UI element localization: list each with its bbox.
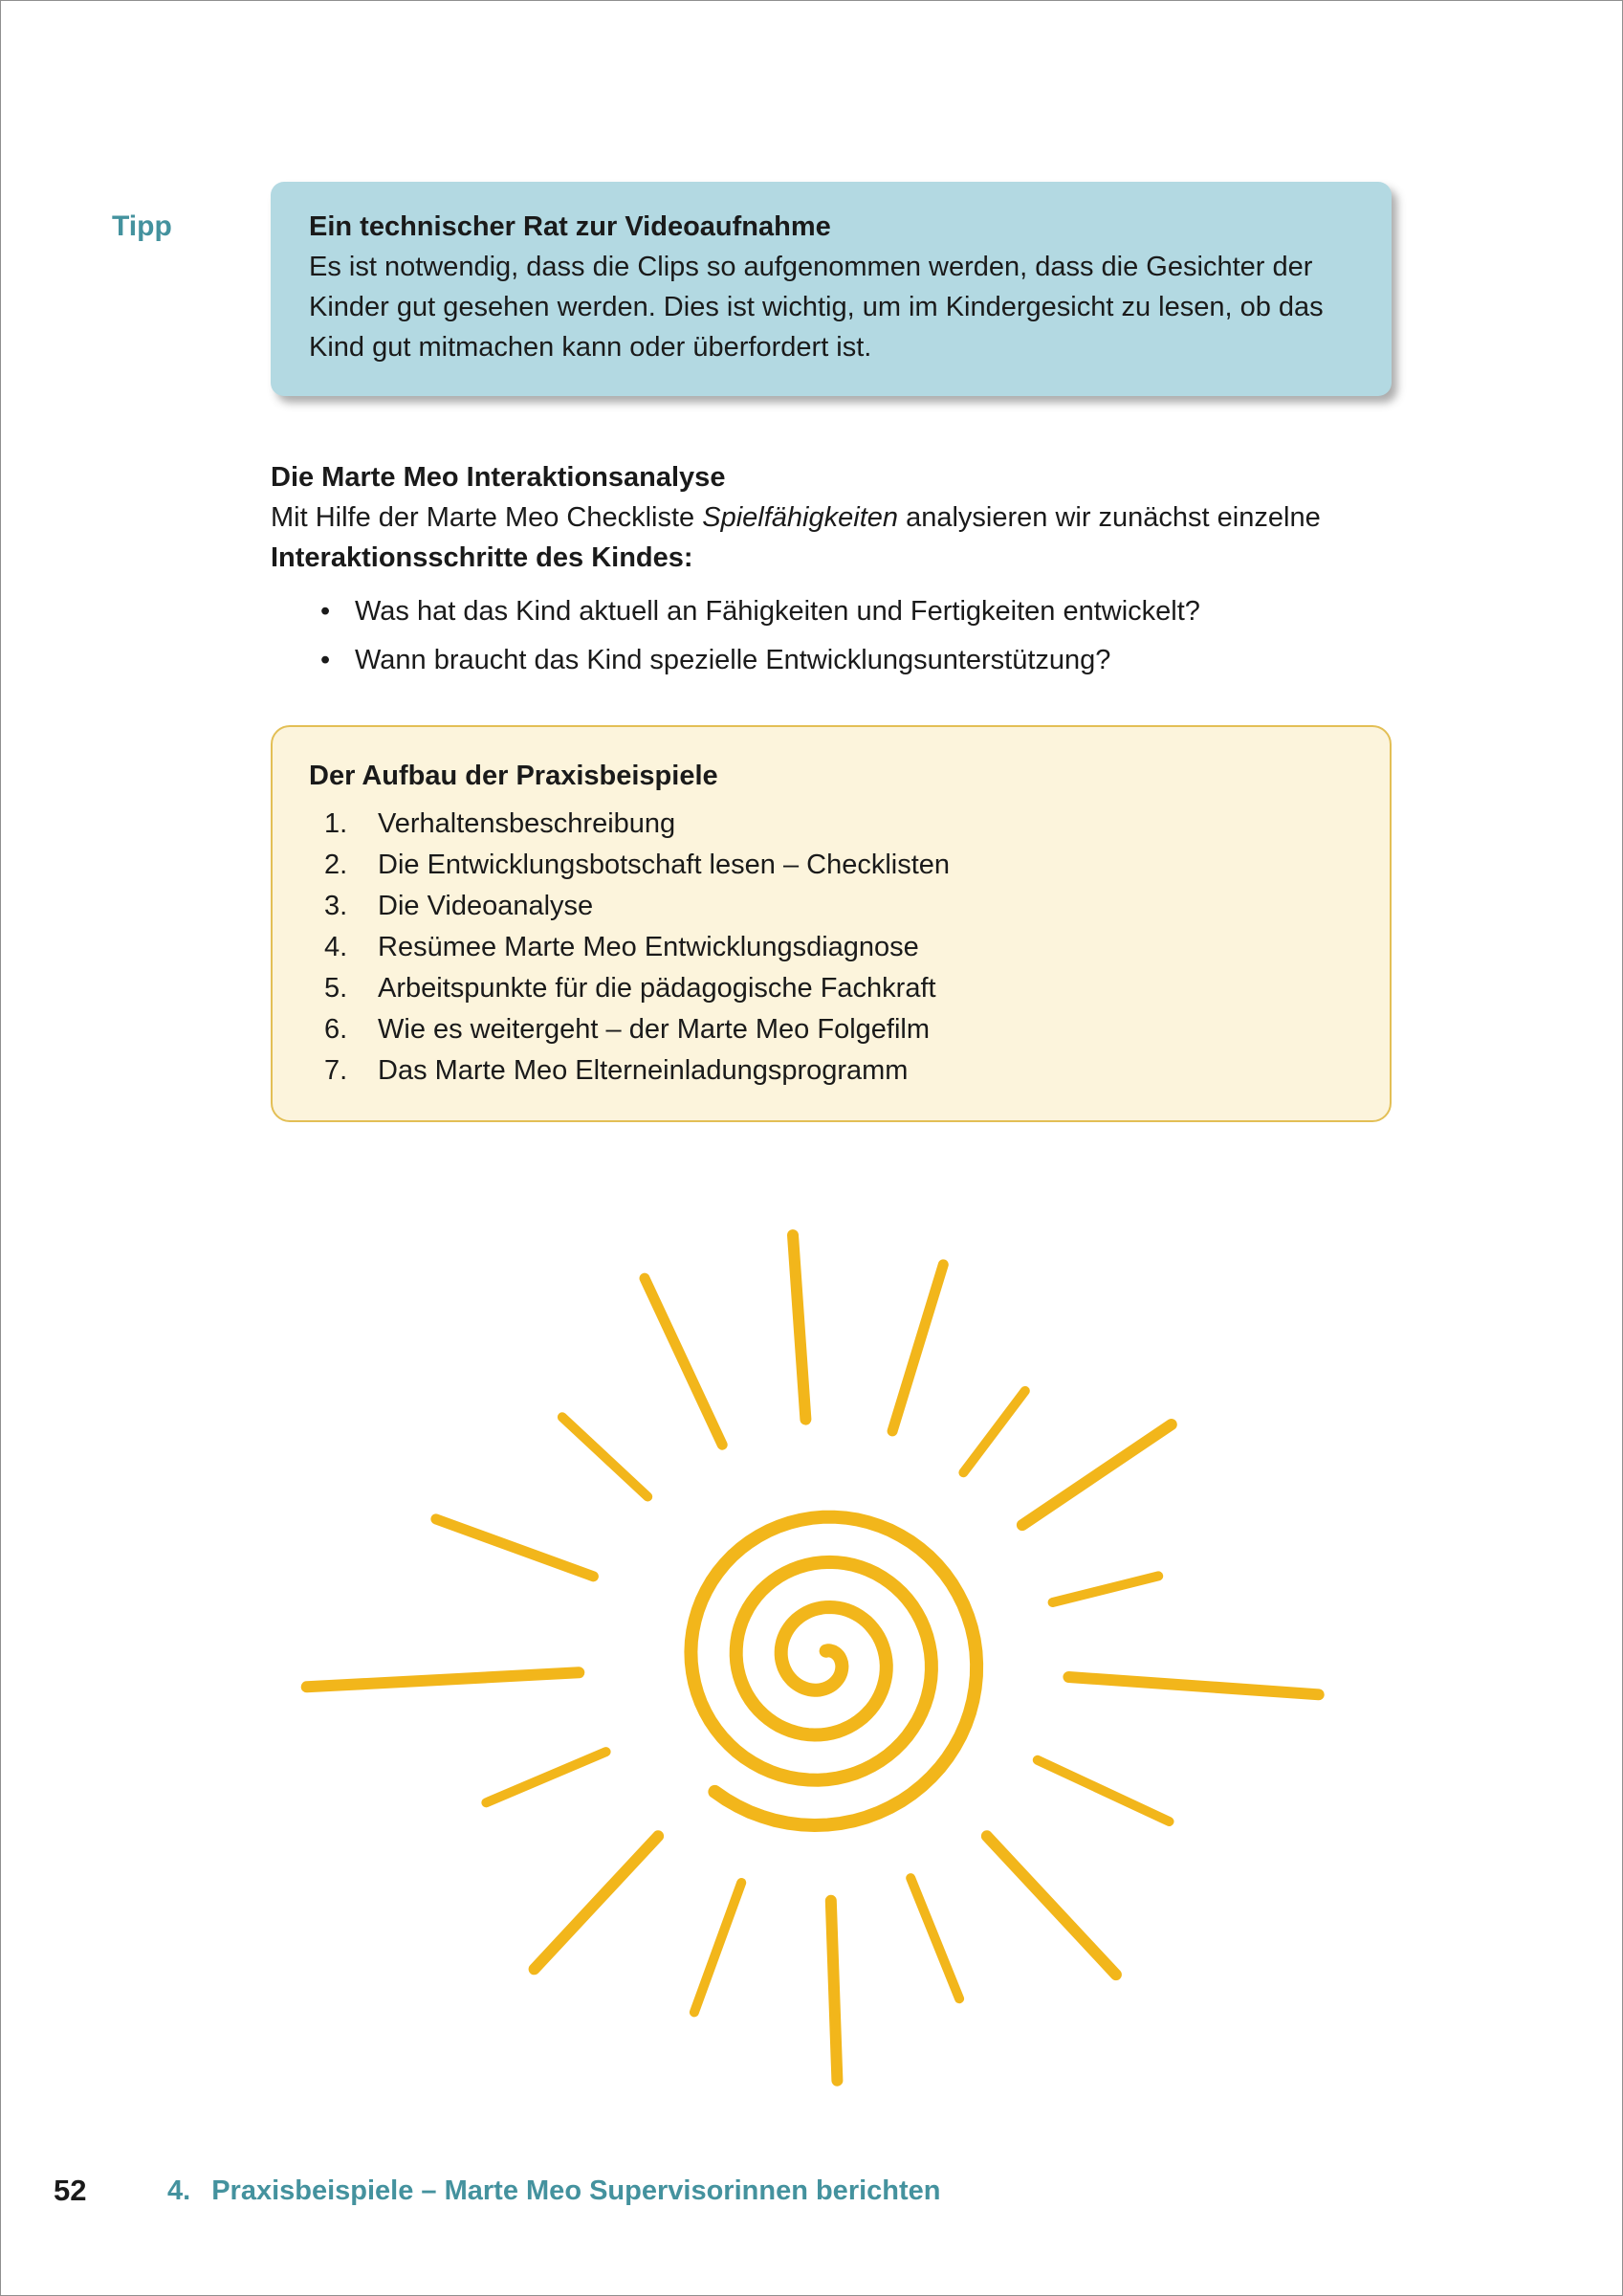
praxisbeispiele-title: Der Aufbau der Praxisbeispiele bbox=[309, 761, 718, 791]
item-text: Verhaltensbeschreibung bbox=[378, 808, 676, 839]
item-number: 6. bbox=[324, 1014, 348, 1045]
tip-margin-label: Tipp bbox=[112, 210, 172, 242]
page-number: 52 bbox=[54, 2174, 87, 2207]
item-text: Wie es weitergeht – der Marte Meo Folgefilm bbox=[378, 1014, 930, 1045]
item-text: Die Videoanalyse bbox=[378, 891, 594, 921]
footer-chapter bbox=[167, 2175, 941, 2207]
list-item bbox=[324, 968, 1353, 1009]
bullet-list bbox=[271, 587, 1418, 685]
item-text: Das Marte Meo Elterneinladungsprogramm bbox=[378, 1055, 909, 1086]
list-item bbox=[324, 886, 1353, 927]
list-item bbox=[324, 804, 1353, 845]
tip-box bbox=[271, 182, 1392, 396]
item-number: 1. bbox=[324, 808, 348, 839]
section-heading-interaktionsanalyse: Die Marte Meo Interaktionsanalyse bbox=[271, 462, 726, 493]
item-number: 4. bbox=[324, 932, 348, 962]
item-number: 5. bbox=[324, 973, 348, 1004]
item-text: Resümee Marte Meo Entwicklungsdiagnose bbox=[378, 932, 919, 962]
list-item bbox=[324, 845, 1353, 886]
praxisbeispiele-box bbox=[271, 725, 1392, 1122]
bullet-item: • Was hat das Kind aktuell an Fähigkeiten und Fertigkeiten entwickelt? bbox=[355, 587, 1418, 636]
praxisbeispiele-list bbox=[309, 804, 1353, 1092]
chapter-number: 4. bbox=[167, 2175, 191, 2206]
tip-title: Ein technischer Rat zur Videoaufnahme bbox=[309, 211, 831, 242]
tip-body: Es ist notwendig, dass die Clips so aufgenommen werden, dass die Gesichter der Kinder gut gesehen werden. Dies ist wichtig, um im Kindergesicht zu lesen, ob das Kind gut mitmachen kann oder überfordert ist. bbox=[309, 252, 1324, 363]
chapter-title: Praxisbeispiele – Marte Meo Supervisorinnen berichten bbox=[211, 2175, 941, 2206]
intro-bold: Interaktionsschritte des Kindes: bbox=[271, 542, 693, 573]
interaction-analysis-section bbox=[271, 457, 1418, 685]
list-item bbox=[324, 1009, 1353, 1050]
checklist-name-italic: Spielfähigkeiten bbox=[702, 502, 899, 533]
sun-illustration bbox=[282, 1210, 1363, 2119]
item-text: Die Entwicklungsbotschaft lesen – Checklisten bbox=[378, 850, 951, 880]
item-text: Arbeitspunkte für die pädagogische Fachkraft bbox=[378, 973, 936, 1004]
item-number: 7. bbox=[324, 1055, 348, 1086]
list-item bbox=[324, 927, 1353, 968]
item-number: 2. bbox=[324, 850, 348, 880]
intro-text-1: Mit Hilfe der Marte Meo Checkliste bbox=[271, 502, 703, 533]
intro-text-2: analysieren wir zunächst einzelne bbox=[898, 502, 1321, 533]
item-number: 3. bbox=[324, 891, 348, 921]
bullet-item: • Wann braucht das Kind spezielle Entwicklungsunterstützung? bbox=[355, 636, 1418, 685]
list-item bbox=[324, 1050, 1353, 1092]
intro-paragraph bbox=[271, 497, 1418, 578]
